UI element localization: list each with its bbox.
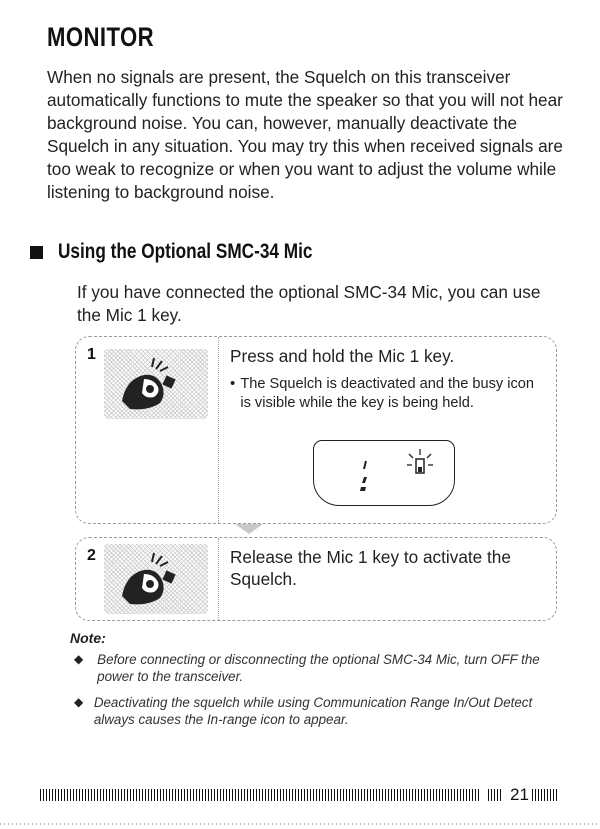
- note-item: [74, 651, 554, 685]
- step-divider: [218, 538, 219, 620]
- section-body: If you have connected the optional SMC-34 Mic, you can use the Mic 1 key.: [77, 282, 541, 325]
- step-instruction: Release the Mic 1 key to activate the Squelch.: [230, 547, 511, 589]
- mic-key-press-icon: [104, 544, 208, 614]
- note-label: Note:: [70, 630, 106, 646]
- page-number: 21: [510, 785, 529, 804]
- diamond-bullet-icon: ◆: [74, 695, 84, 709]
- step-1-box: [75, 336, 557, 524]
- bullet-dot-icon: •: [230, 375, 236, 392]
- square-bullet-icon: [30, 246, 43, 259]
- footer-stripe-bar: [532, 789, 559, 801]
- step-instruction: Press and hold the Mic 1 key.: [230, 346, 455, 366]
- footer-stripe-bar: [488, 789, 502, 801]
- note-item: [74, 694, 554, 728]
- diamond-bullet-icon: ◆: [74, 652, 84, 666]
- step-number: 2: [87, 547, 96, 564]
- mic-key-press-icon: [104, 349, 208, 419]
- intro-paragraph: When no signals are present, the Squelch on this transceiver automatically functions to mute the speaker so that you will not hear background noise. You can, however, manually deactivate the Squelch in any situation. You may try this when received signals are too weak to recognize or when you want to adjust the volume while listening to background noise.: [47, 67, 563, 202]
- step-2-box: [75, 537, 557, 621]
- page-title: MONITOR: [47, 22, 155, 52]
- footer-stripe-bar: [40, 789, 480, 801]
- step-number: 1: [87, 346, 96, 363]
- step-bullet: [230, 375, 545, 413]
- bottom-edge-dots: [0, 823, 600, 825]
- section-heading: [30, 240, 368, 264]
- section-title: Using the Optional SMC-34 Mic: [58, 240, 313, 263]
- note-text: Before connecting or disconnecting the optional SMC-34 Mic, turn OFF the power to the transceiver.: [97, 652, 540, 684]
- step-connector-arrow: [235, 524, 263, 534]
- step-divider: [218, 337, 219, 523]
- lcd-busy-icon: [313, 440, 455, 506]
- step-bullet-text: The Squelch is deactivated and the busy icon is visible while the key is being held.: [240, 376, 535, 411]
- note-text: Deactivating the squelch while using Communication Range In/Out Detect always causes the In-range icon to appear.: [93, 695, 533, 727]
